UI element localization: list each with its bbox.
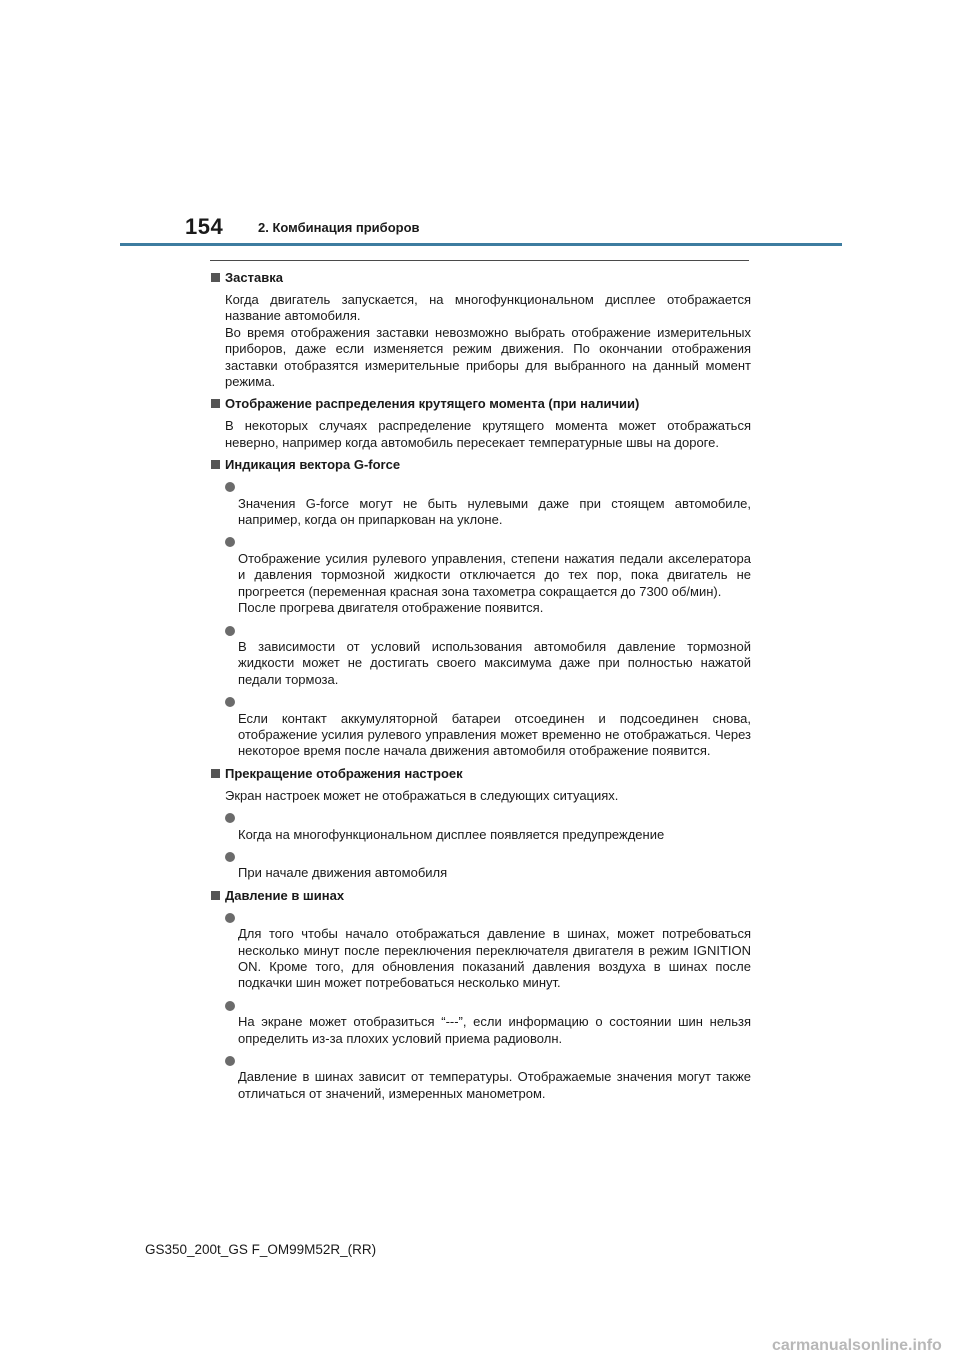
section-torque-distribution — [209, 396, 751, 451]
dot-bullet-icon — [225, 626, 235, 636]
section-g-force — [209, 457, 751, 760]
section-title: Заставка — [209, 270, 751, 286]
section-title: Давление в шинах — [209, 888, 751, 904]
section-title: Прекращение отображения настроек — [209, 766, 751, 782]
paragraph: Экран настроек может не отображаться в следующих ситуациях. — [225, 787, 619, 803]
section-screen-saver — [209, 270, 751, 390]
dot-bullet-icon — [225, 852, 235, 862]
list-item: Если контакт аккумуляторной батареи отсоединен и подсоединен снова, отображение усилия рулевого управления может временно не отображаться. Через некоторое время после начала движения автомобиля отображение появится. — [209, 694, 751, 760]
dot-bullet-icon — [225, 537, 235, 547]
paragraph: Когда двигатель запускается, на многофункциональном дисплее отображается название автомобиля. Во время отображения заставки невозможно выбрать отображение измерительных приборов, даже если изменяется режим движения. По окончании отображения заставки отобразятся измерительные приборы для выбранного на данный момент режима. — [225, 292, 751, 390]
list-item: В зависимости от условий использования автомобиля давление тормозной жидкости может не достигать своего максимума даже при полностью нажатой педали тормоза. — [209, 623, 751, 689]
square-bullet-icon — [211, 460, 220, 469]
list-item: Значения G-force могут не быть нулевыми даже при стоящем автомобиле, например, когда он припаркован на уклоне. — [209, 479, 751, 528]
list-item: На экране может отобразиться “---”, если информацию о состоянии шин нельзя определить из-за плохих условий приема радиоволн. — [209, 998, 751, 1047]
dot-bullet-icon — [225, 1056, 235, 1066]
dot-bullet-icon — [225, 813, 235, 823]
footer-doc-code: GS350_200t_GS F_OM99M52R_(RR) — [145, 1242, 377, 1257]
dot-bullet-icon — [225, 913, 235, 923]
section-settings-display — [209, 766, 751, 882]
chapter-title: 2. Комбинация приборов — [258, 220, 420, 235]
page-number: 154 — [185, 214, 224, 239]
list-item: Отображение усилия рулевого управления, степени нажатия педали акселератора и давления тормозной жидкости отключается до тех пор, пока двигатель не прогреется (переменная красная зона тахометра сокращается до 7300 об/мин). После прогрева двигателя отображение появится. — [209, 534, 751, 616]
square-bullet-icon — [211, 891, 220, 900]
content-rule — [210, 260, 749, 261]
square-bullet-icon — [211, 273, 220, 282]
section-title: Индикация вектора G-force — [209, 457, 751, 473]
dot-bullet-icon — [225, 1001, 235, 1011]
header-rule — [120, 243, 842, 246]
square-bullet-icon — [211, 399, 220, 408]
list-item: Для того чтобы начало отображаться давление в шинах, может потребоваться несколько минут после переключения переключателя двигателя в режим IGNITION ON. Кроме того, для обновления показаний давления воздуха в шинах после подкачки шин может потребоваться несколько минут. — [209, 910, 751, 992]
content — [209, 270, 751, 1108]
list-item: При начале движения автомобиля — [209, 849, 751, 882]
watermark: carmanualsonline.info — [772, 1337, 942, 1354]
section-title: Отображение распределения крутящего момента (при наличии) — [209, 396, 751, 412]
list-item: Когда на многофункциональном дисплее появляется предупреждение — [209, 810, 751, 843]
paragraph: В некоторых случаях распределение крутящего момента может отображаться неверно, например когда автомобиль пересекает температурные швы на дороге. — [225, 418, 751, 450]
square-bullet-icon — [211, 769, 220, 778]
section-tire-pressure — [209, 888, 751, 1102]
list-item: Давление в шинах зависит от температуры. Отображаемые значения могут также отличаться от значений, измеренных манометром. — [209, 1053, 751, 1102]
dot-bullet-icon — [225, 697, 235, 707]
dot-bullet-icon — [225, 482, 235, 492]
